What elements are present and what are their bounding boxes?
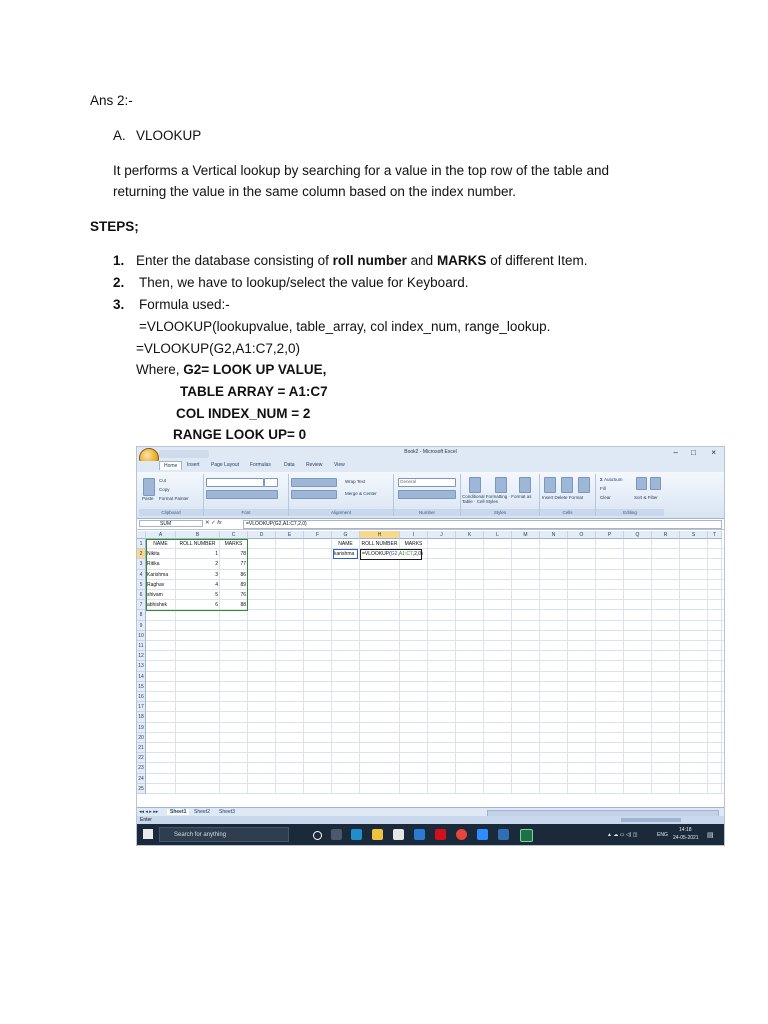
editing-group-label: Editing — [596, 509, 664, 516]
merge-center-button[interactable]: Merge & Center — [345, 491, 377, 496]
name-cell[interactable]: abhishek — [147, 602, 168, 609]
cut-button[interactable]: Cut — [159, 478, 167, 483]
number-group-label: Number — [394, 509, 460, 516]
step-3-text: Formula used:- — [139, 297, 230, 312]
step-2-number: 2. — [113, 275, 125, 290]
font-group-label: Font — [204, 509, 288, 516]
range-lookup-line: RANGE LOOK UP= 0 — [173, 427, 307, 442]
taskbar-search[interactable]: Search for anything — [159, 827, 289, 842]
roll-number-cell[interactable]: 4 — [215, 581, 218, 588]
name-box[interactable]: SUM — [139, 520, 203, 527]
format-painter-button[interactable]: Format Painter — [159, 496, 189, 501]
tab-sheet1[interactable]: Sheet1 — [167, 809, 189, 815]
grid-column-line — [303, 539, 304, 794]
row-header-22[interactable]: 22 — [137, 753, 146, 763]
roll-number-cell[interactable]: 5 — [215, 592, 218, 598]
grid-column-line — [595, 539, 596, 794]
grid-row-line — [146, 681, 724, 682]
lookup-header-cell[interactable]: MARKS — [404, 541, 423, 547]
row-header-19[interactable]: 19 — [137, 723, 146, 733]
active-formula-cell[interactable] — [360, 549, 422, 560]
cells-labels: Insert Delete Format — [542, 495, 584, 500]
column-header-h[interactable]: H — [360, 531, 400, 539]
minimize-button[interactable]: – — [673, 448, 678, 457]
row-header-1[interactable]: 1 — [137, 539, 146, 549]
grid-row-line — [146, 793, 724, 794]
col-index-line: COL INDEX_NUM = 2 — [176, 406, 311, 421]
lookup-header-cell[interactable]: ROLL NUMBER — [361, 541, 398, 547]
column-header-t[interactable]: T — [708, 531, 722, 539]
lookup-value-cell[interactable]: karishma — [333, 549, 358, 559]
name-cell[interactable]: Karishma — [147, 571, 169, 578]
row-header-15[interactable]: 15 — [137, 682, 146, 692]
format-table-icon[interactable] — [495, 477, 507, 493]
tab-formulas[interactable]: Formulas — [250, 462, 271, 468]
column-header-a[interactable]: A — [146, 531, 176, 539]
grid-row-line — [146, 711, 724, 712]
zoom-icon[interactable] — [477, 829, 488, 840]
conditional-formatting-icon[interactable] — [469, 477, 481, 493]
table-array-line: TABLE ARRAY = A1:C7 — [180, 384, 328, 399]
fx-icon[interactable]: ✕ ✓ fx — [205, 520, 222, 526]
grid-column-line — [707, 539, 708, 794]
grid-column-line — [623, 539, 624, 794]
row-header-25[interactable]: 25 — [137, 784, 146, 794]
ribbon-tabs — [137, 461, 724, 472]
row-header-24[interactable]: 24 — [137, 774, 146, 784]
row-header-7[interactable]: 7 — [137, 600, 146, 610]
indent-buttons[interactable] — [291, 490, 337, 499]
column-header-n[interactable]: N — [540, 531, 568, 539]
row-header-13[interactable]: 13 — [137, 661, 146, 671]
clear-button[interactable]: Clear — [600, 495, 611, 500]
roll-number-cell[interactable]: 6 — [215, 602, 218, 609]
column-header-m[interactable]: M — [512, 531, 540, 539]
row-header-11[interactable]: 11 — [137, 641, 146, 651]
font-format-buttons[interactable] — [206, 490, 278, 499]
row-header-12[interactable]: 12 — [137, 651, 146, 661]
clipboard-group — [139, 474, 204, 516]
notifications-icon[interactable]: ▤ — [707, 832, 714, 839]
paste-icon[interactable] — [143, 478, 155, 496]
paste-label[interactable]: Paste — [142, 496, 154, 501]
quick-access-toolbar[interactable] — [159, 450, 209, 458]
grid-column-line — [359, 539, 360, 794]
column-header-k[interactable]: K — [456, 531, 484, 539]
marks-cell[interactable]: 88 — [240, 602, 246, 609]
roll-number-cell[interactable]: 1 — [215, 551, 218, 558]
step-1-number: 1. — [113, 253, 125, 268]
step-3-number: 3. — [113, 297, 125, 312]
styles-labels: Conditional Formatting · Format as Table · Cell Styles — [462, 494, 532, 504]
active-cell-formula: =VLOOKUP(G2,A1:C7,2,0) — [362, 551, 423, 558]
step-2-text: Then, we have to lookup/select the value for Keyboard. — [139, 275, 469, 290]
system-tray-icons[interactable]: ▲ ☁ ▭ ◁) ◫ — [607, 832, 638, 838]
table-header-cell[interactable]: ROLL NUMBER — [179, 541, 216, 547]
sheet-nav-arrows[interactable]: ◂◂ ◂ ▸ ▸▸ — [139, 809, 159, 815]
chrome-icon[interactable] — [456, 829, 467, 840]
grid-row-line — [146, 752, 724, 753]
grid-column-line — [427, 539, 428, 794]
window-title: Book2 - Microsoft Excel — [404, 449, 457, 455]
marks-cell[interactable]: 78 — [240, 551, 246, 558]
cortana-icon[interactable] — [313, 831, 322, 840]
number-buttons[interactable] — [398, 490, 456, 499]
row-header-14[interactable]: 14 — [137, 672, 146, 682]
grid-column-line — [511, 539, 512, 794]
number-group — [394, 474, 461, 516]
column-header-g[interactable]: G — [332, 531, 360, 539]
copy-button[interactable]: Copy — [159, 487, 170, 492]
column-header-j[interactable]: J — [428, 531, 456, 539]
column-header-p[interactable]: P — [596, 531, 624, 539]
section-title: VLOOKUP — [136, 128, 202, 143]
editing-group — [596, 474, 664, 516]
grid-row-line — [146, 691, 724, 692]
grid-column-line — [539, 539, 540, 794]
grid-row-line — [146, 630, 724, 631]
tab-page-layout[interactable]: Page Layout — [211, 462, 240, 468]
marks-cell[interactable]: 89 — [240, 581, 246, 588]
grid-column-line — [275, 539, 276, 794]
answer-heading: Ans 2:- — [90, 93, 133, 108]
fill-button[interactable]: Fill — [600, 486, 606, 491]
description-line-2: returning the value in the same column based on the index number. — [113, 184, 517, 199]
name-cell[interactable]: Raghav — [147, 581, 165, 588]
styles-group-label: Styles — [461, 509, 539, 516]
grid-row-line — [146, 742, 724, 743]
column-header-f[interactable]: F — [304, 531, 332, 539]
font-group — [204, 474, 289, 516]
status-bar — [137, 816, 724, 824]
grid-row-line — [146, 660, 724, 661]
description-line-1: It performs a Vertical lookup by searching for a value in the top row of the table and — [113, 163, 610, 178]
column-header-i[interactable]: I — [400, 531, 428, 539]
grid-column-line — [567, 539, 568, 794]
grid-row-line — [146, 650, 724, 651]
grid-row-line — [146, 620, 724, 621]
wrap-text-button[interactable]: Wrap Text — [345, 479, 366, 484]
name-cell[interactable]: Ritika — [147, 561, 160, 568]
ribbon — [137, 472, 724, 519]
edge-icon[interactable] — [351, 829, 362, 840]
excel-screenshot — [136, 446, 725, 846]
name-cell[interactable]: shivam — [147, 592, 163, 598]
maximize-button[interactable]: □ — [691, 448, 696, 457]
table-header-cell[interactable]: MARKS — [224, 541, 243, 547]
lookup-header-cell[interactable]: NAME — [338, 541, 353, 547]
grid-column-line — [679, 539, 680, 794]
marks-cell[interactable]: 77 — [240, 561, 246, 568]
column-header-o[interactable]: O — [568, 531, 596, 539]
row-header-17[interactable]: 17 — [137, 702, 146, 712]
tab-sheet3[interactable]: Sheet3 — [219, 809, 235, 815]
language-indicator[interactable]: ENG — [657, 832, 668, 838]
grid-column-line — [721, 539, 722, 794]
store-icon[interactable] — [393, 829, 404, 840]
delete-cells-icon[interactable] — [561, 477, 573, 493]
table-array-highlight — [146, 539, 248, 611]
file-explorer-icon[interactable] — [372, 829, 383, 840]
close-button[interactable]: × — [711, 448, 716, 457]
row-header-3[interactable]: 3 — [137, 559, 146, 569]
row-header-18[interactable]: 18 — [137, 712, 146, 722]
steps-heading: STEPS; — [90, 219, 139, 234]
table-header-cell[interactable]: NAME — [153, 541, 168, 547]
grid-row-line — [146, 671, 724, 672]
grid-row-line — [146, 701, 724, 702]
word-icon[interactable] — [498, 829, 509, 840]
column-header-c[interactable]: C — [220, 531, 248, 539]
grid-column-line — [331, 539, 332, 794]
tab-review[interactable]: Review — [306, 462, 323, 468]
grid-row-line — [146, 773, 724, 774]
zoom-slider[interactable] — [621, 818, 681, 822]
grid-row-line — [146, 722, 724, 723]
clipboard-group-label: Clipboard — [139, 509, 203, 516]
windows-start-icon[interactable] — [143, 829, 153, 839]
column-header-l[interactable]: L — [484, 531, 512, 539]
font-size-select[interactable] — [264, 478, 278, 487]
mail-icon[interactable] — [414, 829, 425, 840]
grid-row-line — [146, 762, 724, 763]
cells-group — [540, 474, 596, 516]
tab-sheet2[interactable]: Sheet2 — [194, 809, 210, 815]
column-header-s[interactable]: S — [680, 531, 708, 539]
font-name-select[interactable] — [206, 478, 264, 487]
grid-row-line — [146, 783, 724, 784]
windows-taskbar — [137, 824, 724, 845]
grid-row-line — [146, 640, 724, 641]
name-cell[interactable]: Nikita — [147, 551, 160, 558]
netflix-icon[interactable] — [435, 829, 446, 840]
grid-column-line — [483, 539, 484, 794]
formula-input[interactable]: =VLOOKUP(G2,A1:C7,2,0) — [243, 520, 722, 529]
cell-styles-icon[interactable] — [519, 477, 531, 493]
select-all-corner[interactable] — [137, 531, 146, 539]
row-header-9[interactable]: 9 — [137, 621, 146, 631]
column-header-d[interactable]: D — [248, 531, 276, 539]
excel-title-bar — [137, 447, 724, 461]
alignment-buttons[interactable] — [291, 478, 337, 487]
spreadsheet-grid[interactable] — [137, 531, 724, 807]
insert-cells-icon[interactable] — [544, 477, 556, 493]
row-header-20[interactable]: 20 — [137, 733, 146, 743]
find-select-icon[interactable] — [650, 477, 661, 490]
excel-taskbar-icon[interactable] — [520, 829, 533, 842]
styles-group — [461, 474, 540, 516]
row-header-8[interactable]: 8 — [137, 610, 146, 620]
formula-bar — [137, 519, 724, 530]
number-format-value: General — [400, 479, 417, 484]
format-cells-icon[interactable] — [578, 477, 590, 493]
row-header-21[interactable]: 21 — [137, 743, 146, 753]
grid-column-line — [455, 539, 456, 794]
row-header-23[interactable]: 23 — [137, 763, 146, 773]
cells-group-label: Cells — [540, 509, 595, 516]
column-header-b[interactable]: B — [176, 531, 220, 539]
sort-filter-icon[interactable] — [636, 477, 647, 490]
alignment-group-label: Alignment — [289, 509, 393, 516]
row-header-10[interactable]: 10 — [137, 631, 146, 641]
column-header-r[interactable]: R — [652, 531, 680, 539]
roll-number-cell[interactable]: 2 — [215, 561, 218, 568]
autosum-button[interactable]: Σ AutoSum — [600, 477, 623, 482]
grid-row-line — [146, 732, 724, 733]
marks-cell[interactable]: 86 — [240, 571, 246, 578]
column-header-e[interactable]: E — [276, 531, 304, 539]
marks-cell[interactable]: 76 — [240, 592, 246, 598]
row-header-2[interactable]: 2 — [137, 549, 146, 559]
tab-view[interactable]: View — [334, 462, 345, 468]
grid-column-line — [399, 539, 400, 794]
step-1-text: Enter the database consisting of roll number and MARKS of different Item. — [136, 253, 588, 268]
where-line: Where, G2= LOOK UP VALUE, — [136, 362, 327, 377]
tab-insert[interactable]: Insert — [187, 462, 200, 468]
row-header-6[interactable]: 6 — [137, 590, 146, 600]
alignment-group — [289, 474, 394, 516]
row-header-16[interactable]: 16 — [137, 692, 146, 702]
column-header-q[interactable]: Q — [624, 531, 652, 539]
clock-time[interactable]: 14:18 — [679, 827, 692, 833]
row-header-5[interactable]: 5 — [137, 580, 146, 590]
tab-data[interactable]: Data — [284, 462, 295, 468]
grid-column-line — [651, 539, 652, 794]
clock-date[interactable]: 24-05-2021 — [673, 835, 699, 841]
formula-generic: =VLOOKUP(lookupvalue, table_array, col index_num, range_lookup. — [139, 319, 551, 334]
row-header-4[interactable]: 4 — [137, 570, 146, 580]
tab-home[interactable]: Home — [159, 461, 182, 470]
status-mode: Enter — [140, 817, 152, 823]
sort-find-labels: Sort & Filter — [634, 495, 658, 500]
formula-specific: =VLOOKUP(G2,A1:C7,2,0) — [136, 341, 300, 356]
roll-number-cell[interactable]: 3 — [215, 571, 218, 578]
section-letter: A. — [113, 128, 126, 143]
task-view-icon[interactable] — [331, 829, 342, 840]
